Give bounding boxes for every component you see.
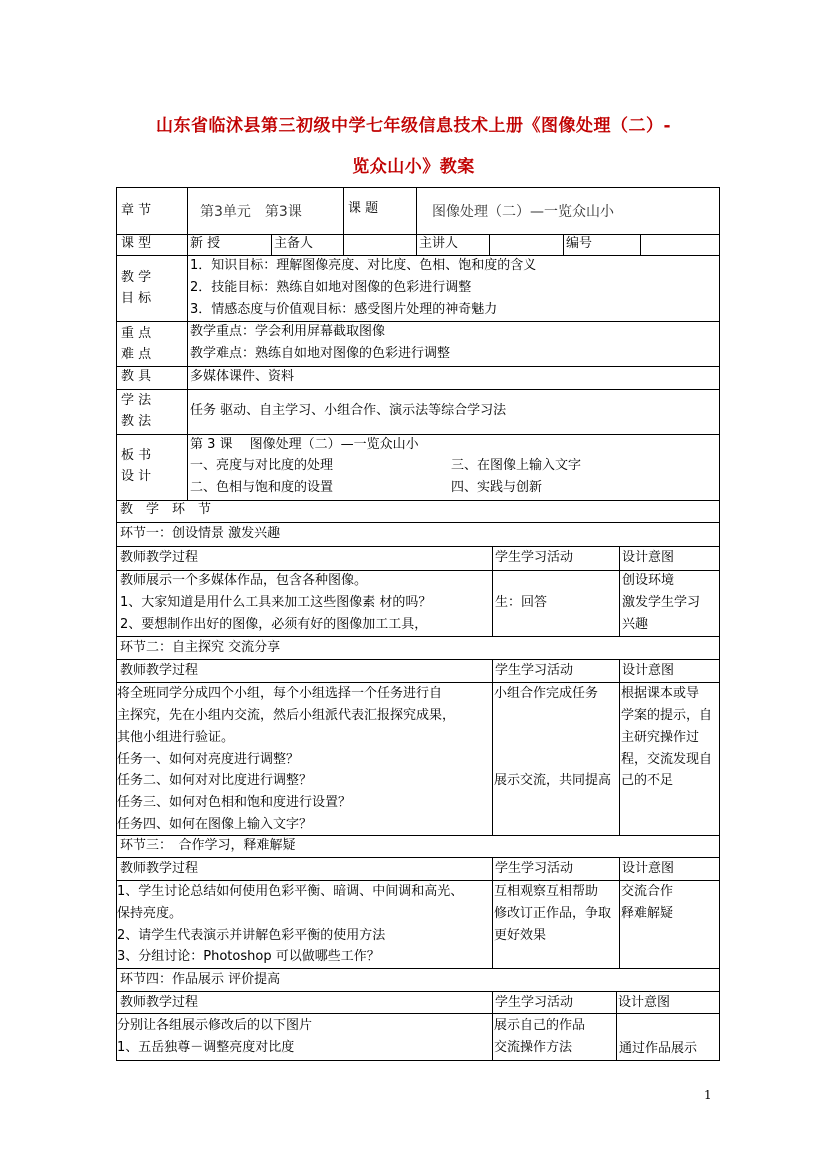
table-rule <box>116 682 719 683</box>
table-rule <box>563 234 564 255</box>
key-item: 教学重点：学会利用屏幕截取图像 <box>190 324 386 339</box>
intent-line: 交流合作 <box>621 884 674 899</box>
intent-line: 通过作品展示 <box>619 1041 698 1056</box>
key-item: 教学难点：熟练自如地对图像的色彩进行调整 <box>190 346 451 361</box>
table-rule <box>619 659 620 835</box>
table-border-right <box>719 187 720 1061</box>
student-activity: 互相观察互相帮助 <box>494 884 599 899</box>
board-line: 第 3 课 图像处理（二）—一览众山小 <box>190 437 419 452</box>
table-rule <box>492 991 493 1060</box>
table-rule <box>116 968 719 969</box>
table-rule <box>492 659 493 835</box>
tools-value: 多媒体课件、资料 <box>190 369 295 384</box>
preparer-label: 主备人 <box>274 236 314 251</box>
key-label-2: 难 点 <box>121 347 152 362</box>
col-teacher-header: 教师教学过程 <box>120 663 199 678</box>
table-rule <box>187 187 188 500</box>
student-activity: 小组合作完成任务 <box>494 686 599 701</box>
table-rule <box>492 857 493 968</box>
intent-line: 学案的提示，自 <box>621 708 713 723</box>
col-intent-header: 设计意图 <box>622 663 675 678</box>
board-item: 三、在图像上输入文字 <box>451 458 582 473</box>
stage-title: 环节二：自主探究 交流分享 <box>120 640 281 655</box>
process-title: 教 学 环 节 <box>120 502 212 517</box>
chapter-value: 第3单元 第3课 <box>200 204 302 220</box>
chapter-label: 章 节 <box>121 203 152 218</box>
board-item: 二、色相与饱和度的设置 <box>190 480 334 495</box>
intent-line: 己的不足 <box>621 773 674 788</box>
teacher-line: 主探究，先在小组内交流，然后小组派代表汇报探究成果， <box>117 708 456 723</box>
intent-line: 兴趣 <box>622 617 649 632</box>
table-rule <box>116 991 719 992</box>
number-label: 编号 <box>566 236 593 251</box>
table-rule <box>116 636 719 637</box>
col-teacher-header: 教师教学过程 <box>120 550 199 565</box>
col-intent-header: 设计意图 <box>622 550 675 565</box>
teacher-line: 保持亮度。 <box>117 906 183 921</box>
table-rule <box>640 234 641 255</box>
intent-line: 程，交流发现自 <box>621 752 713 767</box>
board-label-2: 设 计 <box>121 469 152 484</box>
table-rule <box>116 546 719 547</box>
document-title-line-2: 览众山小》教案 <box>352 157 475 177</box>
topic-value: 图像处理（二）—一览众山小 <box>432 204 614 220</box>
student-activity: 交流操作方法 <box>494 1040 573 1055</box>
table-rule <box>619 857 620 968</box>
table-rule <box>116 1013 719 1014</box>
methods-value: 任务 驱动、自主学习、小组合作、演示法等综合学习法 <box>190 403 507 418</box>
col-intent-header: 设计意图 <box>618 995 671 1010</box>
board-item: 一、亮度与对比度的处理 <box>190 458 334 473</box>
teacher-line: 分别让各组展示修改后的以下图片 <box>117 1018 313 1033</box>
table-rule <box>271 234 272 255</box>
goal-item: 2．技能目标：熟练自如地对图像的色彩进行调整 <box>190 280 472 295</box>
student-activity: 修改订正作品，争取 <box>494 906 612 921</box>
stage-title: 环节三： 合作学习，释难解疑 <box>120 838 296 853</box>
teacher-line: 任务三、如何对色相和饱和度进行设置？ <box>117 795 352 810</box>
stage-title: 环节一：创设情景 激发兴趣 <box>120 526 281 541</box>
intent-line: 创设环境 <box>622 573 675 588</box>
teacher-line: 任务二、如何对对比度进行调整？ <box>117 773 313 788</box>
teacher-line: 任务四、如何在图像上输入文字？ <box>117 817 313 832</box>
intent-line: 激发学生学习 <box>622 595 701 610</box>
student-activity: 更好效果 <box>494 928 547 943</box>
col-intent-header: 设计意图 <box>622 861 675 876</box>
teacher-line: 3、分组讨论：Photoshop 可以做哪些工作？ <box>117 949 380 964</box>
table-rule <box>116 857 719 858</box>
lecturer-label: 主讲人 <box>419 236 459 251</box>
goals-label-2: 目 标 <box>121 291 152 306</box>
table-rule <box>416 234 417 255</box>
teacher-line: 教师展示一个多媒体作品，包含各种图像。 <box>120 573 368 588</box>
methods-label-1: 学 法 <box>121 393 152 408</box>
teacher-line: 1、五岳独尊－调整亮度对比度 <box>117 1040 295 1055</box>
type-label: 课 型 <box>121 236 152 251</box>
table-rule <box>489 234 490 255</box>
type-value: 新 授 <box>190 236 221 251</box>
goal-item: 3．情感态度与价值观目标：感受图片处理的神奇魅力 <box>190 302 498 317</box>
page-number: 1 <box>704 1088 712 1102</box>
table-rule <box>343 234 344 255</box>
col-student-header: 学生学习活动 <box>495 995 574 1010</box>
teacher-line: 1、学生讨论总结如何使用色彩平衡、暗调、中间调和高光、 <box>117 884 464 899</box>
table-border-bottom <box>116 1060 719 1061</box>
student-activity: 展示交流，共同提高 <box>494 773 612 788</box>
goal-item: 1．知识目标：理解图像亮度、对比度、色相、饱和度的含义 <box>190 258 537 273</box>
student-activity: 生：回答 <box>495 595 548 610</box>
col-student-header: 学生学习活动 <box>495 861 574 876</box>
table-rule <box>619 546 620 636</box>
intent-line: 主研究操作过 <box>621 730 700 745</box>
col-student-header: 学生学习活动 <box>495 550 574 565</box>
board-item: 四、实践与创新 <box>451 480 543 495</box>
document-title-line-1: 山东省临沭县第三初级中学七年级信息技术上册《图像处理（二）- <box>155 116 672 136</box>
teacher-line: 其他小组进行验证。 <box>117 730 235 745</box>
student-activity: 展示自己的作品 <box>494 1018 586 1033</box>
table-rule <box>116 389 719 390</box>
intent-line: 根据课本或导 <box>621 686 700 701</box>
stage-title: 环节四：作品展示 评价提高 <box>120 972 281 987</box>
teacher-line: 2、要想制作出好的图像，必须有好的图像加工工具， <box>120 617 428 632</box>
col-teacher-header: 教师教学过程 <box>120 995 199 1010</box>
table-rule <box>416 187 417 234</box>
table-rule <box>343 187 344 234</box>
table-rule <box>116 880 719 881</box>
teacher-line: 1、大家知道是用什么工具来加工这些图像素 材的吗？ <box>120 595 432 610</box>
teacher-line: 任务一、如何对亮度进行调整？ <box>117 752 300 767</box>
board-label-1: 板 书 <box>121 448 152 463</box>
table-rule <box>116 659 719 660</box>
col-teacher-header: 教师教学过程 <box>120 861 199 876</box>
tools-label: 教 具 <box>121 369 152 384</box>
goals-label-1: 教 学 <box>121 270 152 285</box>
topic-label: 课 题 <box>348 201 379 216</box>
teacher-line: 2、请学生代表演示并讲解色彩平衡的使用方法 <box>117 928 386 943</box>
table-rule <box>492 546 493 636</box>
table-rule <box>116 522 719 523</box>
key-label-1: 重 点 <box>121 326 152 341</box>
col-student-header: 学生学习活动 <box>495 663 574 678</box>
methods-label-2: 教 法 <box>121 414 152 429</box>
intent-line: 释难解疑 <box>621 906 674 921</box>
teacher-line: 将全班同学分成四个小组，每个小组选择一个任务进行自 <box>117 686 443 701</box>
table-border-top <box>116 187 719 188</box>
table-rule <box>616 991 617 1060</box>
